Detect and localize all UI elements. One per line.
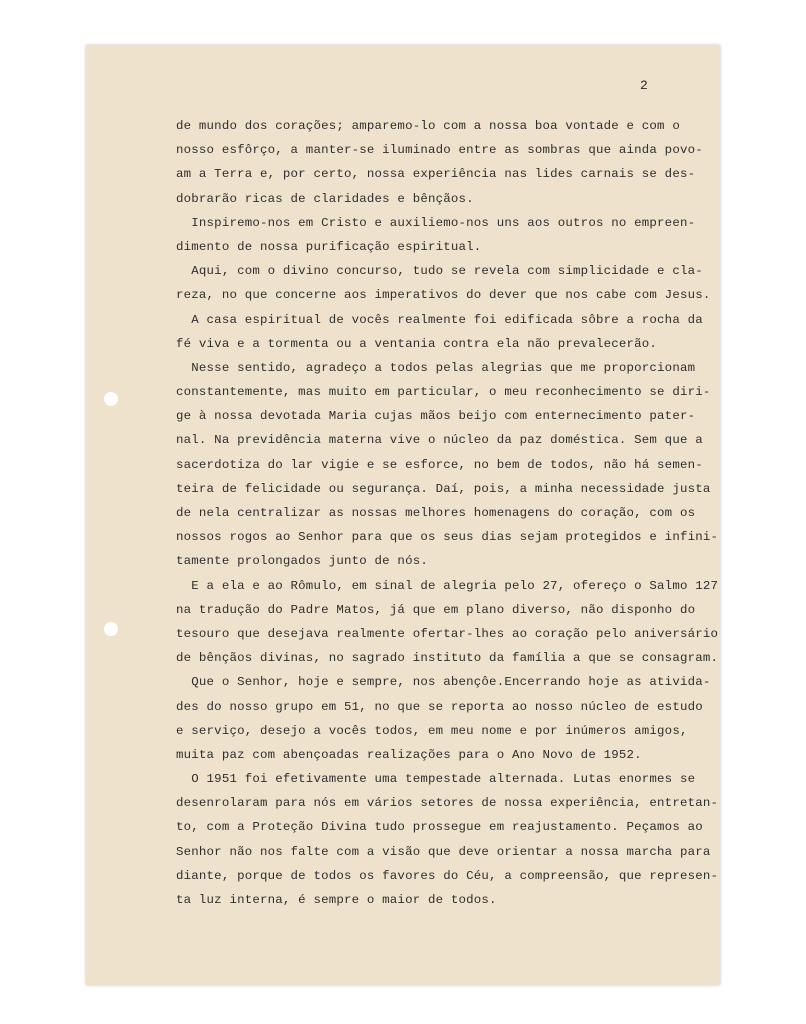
text-line: de mundo dos corações; amparemo-lo com a nossa boa vontade e com o [176,119,680,133]
text-line: des do nosso grupo em 51, no que se reporta ao nosso núcleo de estudo [176,699,703,714]
text-line: to, com a Proteção Divina tudo prossegue em reajustamento. Peçamos ao [176,820,703,835]
text-line: e serviço, desejo a vocês todos, em meu nome e por inúmeros amigos, [176,723,688,738]
text-line: dobrarão ricas de claridades e bênçãos. [176,191,474,206]
text-line: dimento de nossa purificação espiritual. [176,239,482,254]
text-line: ta luz interna, é sempre o maior de todos. [176,893,497,907]
letter-body [176,114,719,912]
text-line: Inspiremo-nos em Cristo e auxiliemo-nos uns aos outros no empreen- [176,215,696,230]
text-line: tamente prolongados junto de nós. [176,554,428,569]
page-number: 2 [640,78,648,93]
text-line: de bênçãos divinas, no sagrado instituto da família a que se consagram. [176,651,719,666]
text-line: sacerdotiza do lar vigie e se esforce, no bem de todos, não há semen- [176,457,703,472]
text-line: muita paz com abençoadas realizações para o Ano Novo de 1952. [176,747,642,762]
text-line: nosso esfôrço, a manter-se iluminado entre as sombras que ainda povo- [176,143,703,158]
text-line: de nela centralizar as nossas melhores homenagens do coração, com os [176,506,696,520]
text-line: desenrolaram para nós em vários setores de nossa experiência, entretan- [176,796,719,811]
text-line: Nesse sentido, agradeço a todos pelas alegrias que me proporcionam [176,360,696,375]
text-line: tesouro que desejava realmente ofertar-lhes ao coração pelo aniversário [176,626,719,641]
punch-hole [104,392,118,406]
text-line: E a ela e ao Rômulo, em sinal de alegria pelo 27, ofereço o Salmo 127 [176,578,719,593]
text-line: constantemente, mas muito em particular, o meu reconhecimento se diri- [176,385,711,400]
punch-hole [104,622,118,636]
text-line: nossos rogos ao Senhor para que os seus dias sejam protegidos e infini- [176,530,719,545]
text-line: fé viva e a tormenta ou a ventania contra ela não prevalecerão. [176,336,658,351]
text-line: O 1951 foi efetivamente uma tempestade alternada. Lutas enormes se [176,772,696,787]
text-line: reza, no que concerne aos imperativos do dever que nos cabe com Jesus. [176,288,711,303]
text-line: teira de felicidade ou segurança. Daí, pois, a minha necessidade justa [176,481,711,496]
text-line: Senhor não nos falte com a visão que deve orientar a nossa marcha para [176,844,711,859]
text-line: diante, porque de todos os favores do Céu, a compreensão, que represen- [176,868,719,883]
text-line: am a Terra e, por certo, nossa experiência nas lides carnais se des- [176,167,696,182]
text-line: ge à nossa devotada Maria cujas mãos beijo com enternecimento pater- [176,409,696,424]
text-line: Que o Senhor, hoje e sempre, nos abençôe.Encerrando hoje as ativida- [176,675,711,690]
text-line: A casa espiritual de vocês realmente foi edificada sôbre a rocha da [176,312,703,327]
text-line: na tradução do Padre Matos, já que em plano diverso, não disponho do [176,602,696,617]
text-line: Aqui, com o divino concurso, tudo se revela com simplicidade e cla- [176,264,703,279]
text-line: nal. Na previdência materna vive o núcleo da paz doméstica. Sem que a [176,433,703,448]
